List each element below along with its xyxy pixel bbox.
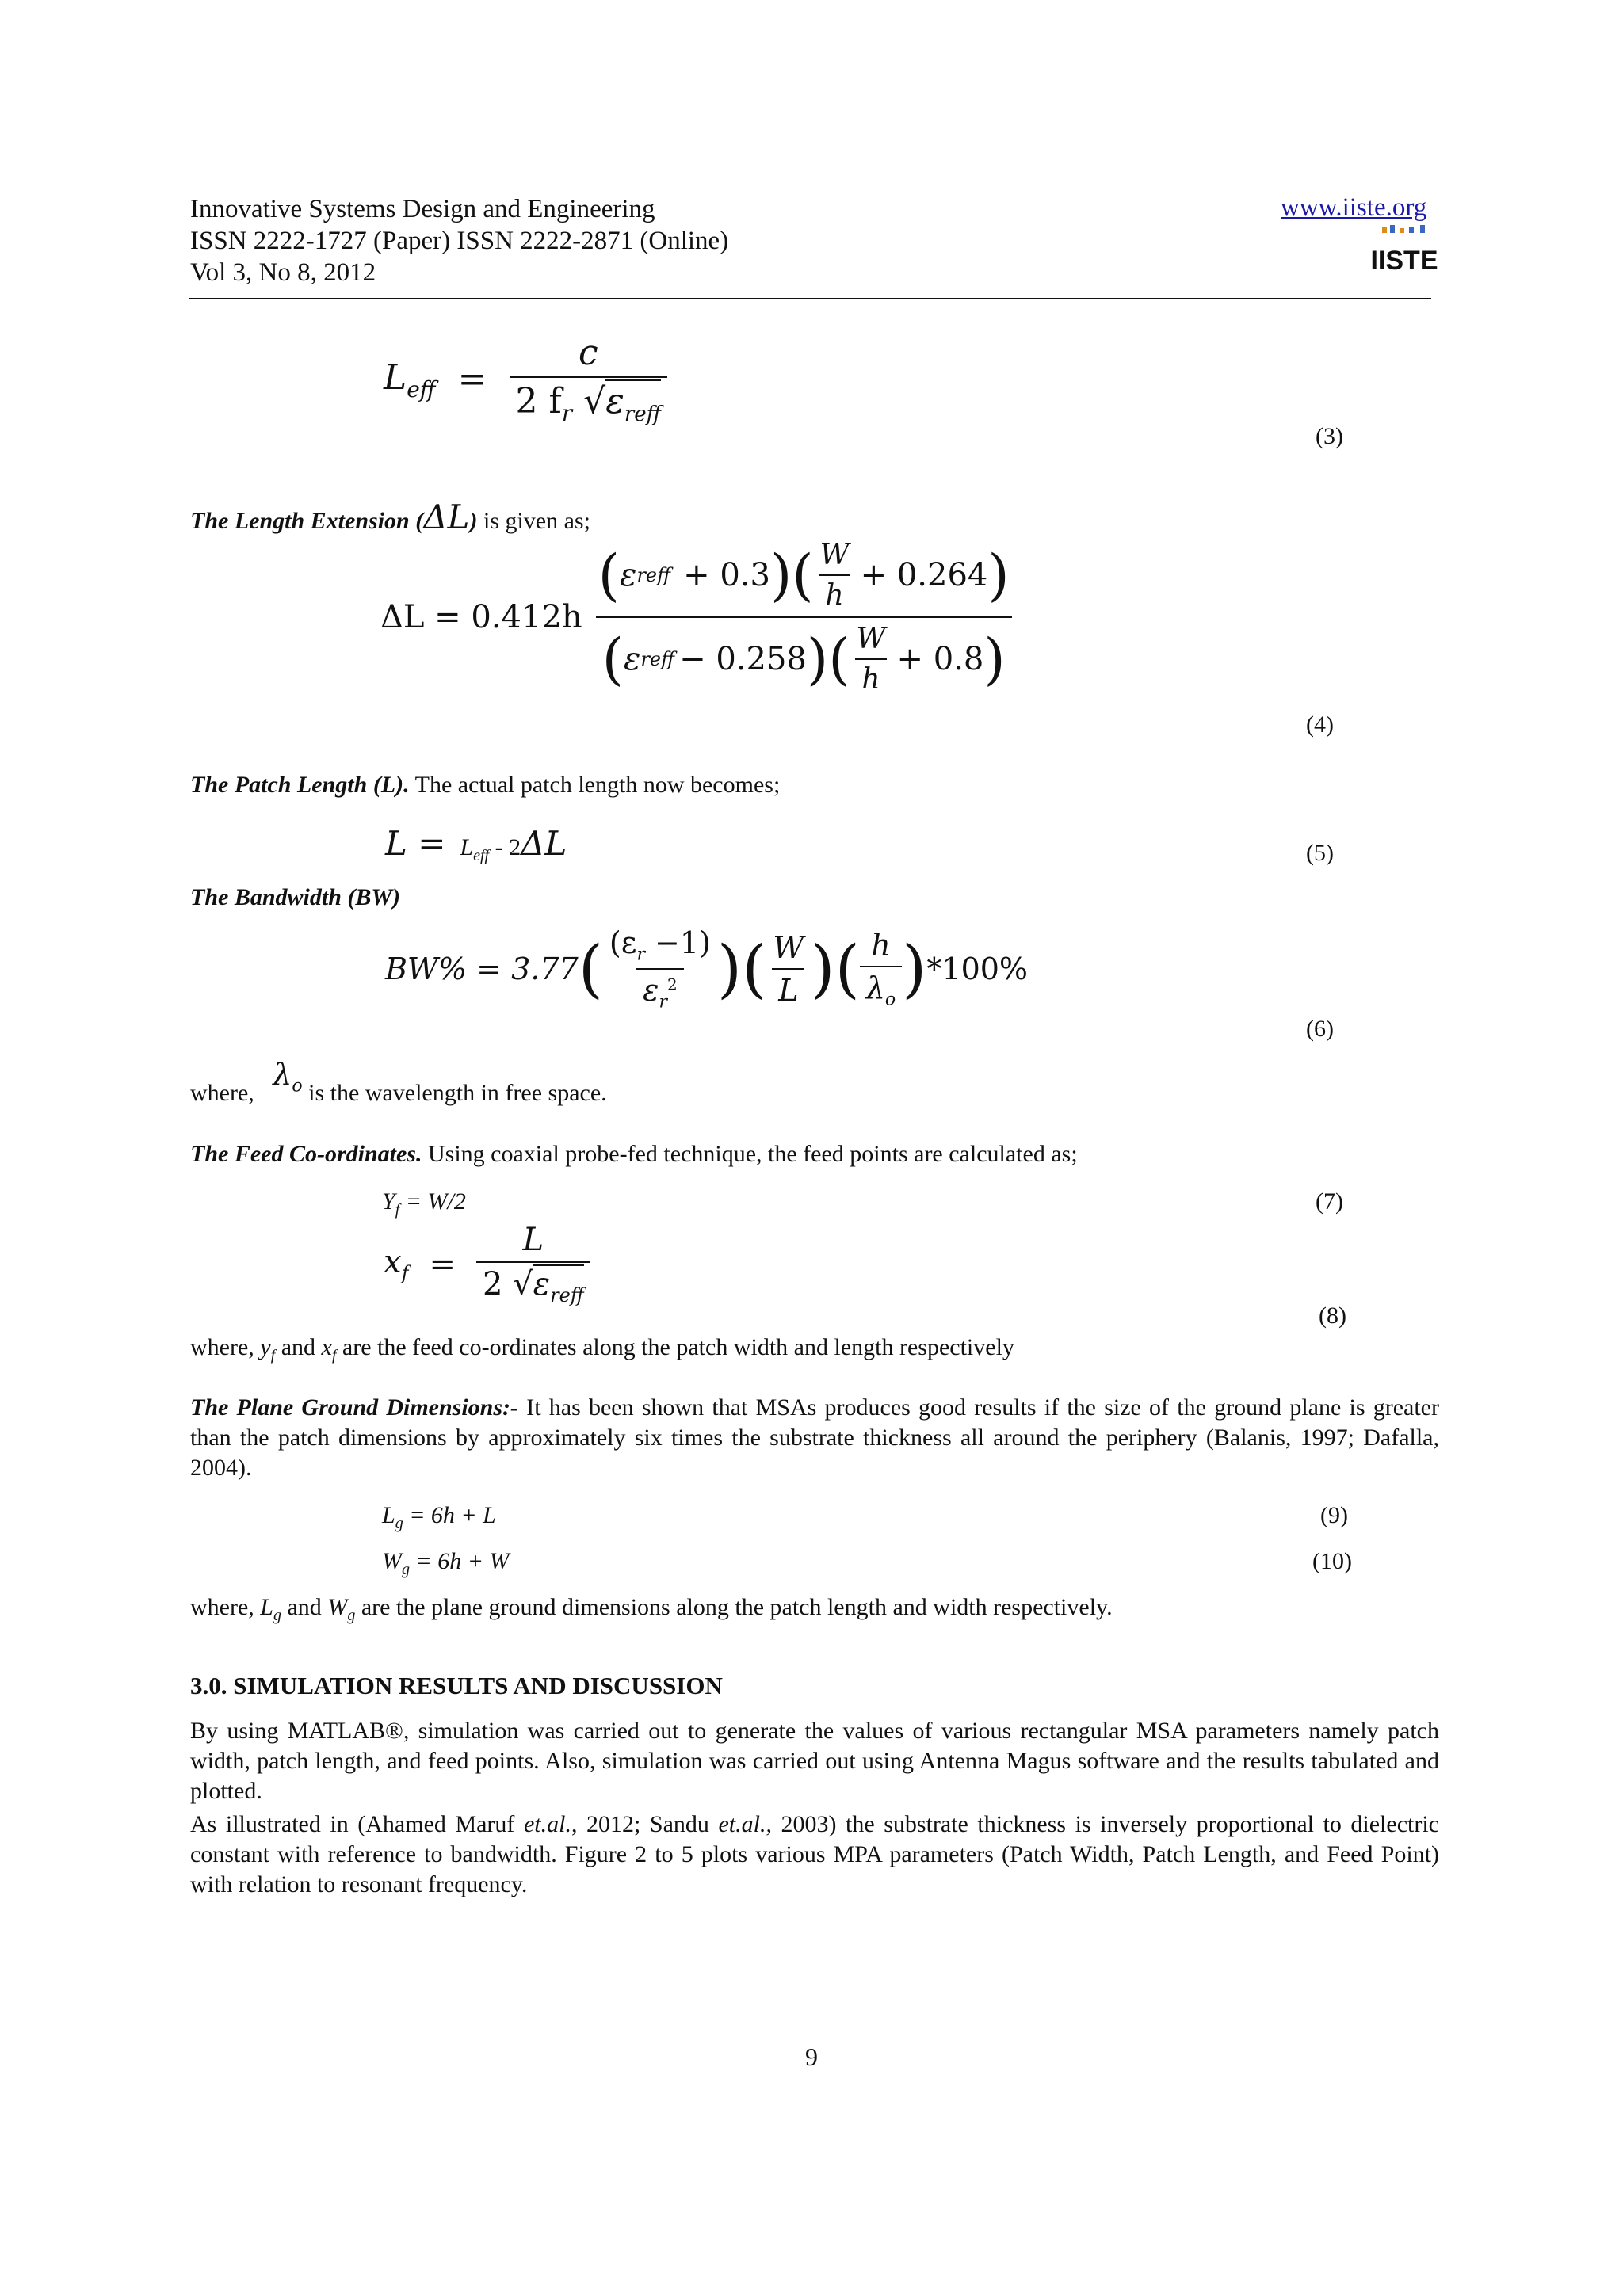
eq-number-6: (6) xyxy=(1306,1016,1334,1042)
logo-text: IISTE xyxy=(1370,246,1438,276)
where-lambda-line: where, $\lambda_o$ is the wavelength in free space. xyxy=(190,1057,607,1106)
eq-number-5: (5) xyxy=(1306,840,1334,866)
where-ground-line: where, $L_g$ and $W_g$ are the plane ground dimensions along the patch length and width respectively. xyxy=(190,1594,1113,1624)
patch-length-label: The Patch Length (L). The actual patch length now becomes; xyxy=(190,772,781,798)
journal-url-link[interactable]: www.iiste.org xyxy=(1281,193,1427,222)
eq-number-3: (3) xyxy=(1316,423,1343,449)
simulation-paragraph-1: By using MATLAB®, simulation was carried out to generate the values of various rectangular MSA parameters namely patch width, patch length, and feed points. Also, simulation was carried out using Antenna Magus software and the results tabulated and plotted. xyxy=(190,1718,1439,1804)
where-feed-line: where, $y_f$ and $x_f$ are the feed co-ordinates along the patch width and length respectively xyxy=(190,1334,1014,1364)
header-rule xyxy=(189,298,1431,299)
equation-9: $L_g = 6h + L$ xyxy=(382,1502,496,1532)
equation-6: BW% = 3.77 ( $\frac{(\varepsilon_r -1)}{\varepsilon_r^2}$ ) ( $\frac{W}{L}$ ) ( $\frac{h}{\lambda_o}$ ) *100% xyxy=(385,925,1029,1013)
equation-10: $W_g = 6h + W$ xyxy=(382,1548,510,1578)
eq-number-10: (10) xyxy=(1312,1548,1352,1574)
iiste-logo xyxy=(1370,223,1438,280)
bandwidth-label: The Bandwidth (BW) xyxy=(190,884,401,910)
section-heading: 3.0. SIMULATION RESULTS AND DISCUSSION xyxy=(190,1672,723,1699)
journal-title: Innovative Systems Design and Engineering xyxy=(190,195,655,223)
eq-number-9: (9) xyxy=(1320,1502,1348,1528)
equation-3: $L_{eff}$ = $\frac{c}{2 f_r √\varepsilon_{reff}}$ xyxy=(384,333,667,426)
length-extension-label: The Length Extension (ΔL) is given as; xyxy=(190,498,590,536)
equation-7: $Y_f = W/2$ xyxy=(382,1188,466,1219)
simulation-paragraph-2: As illustrated in (Ahamed Maruf et.al., 2012; Sandu et.al., 2003) the substrate thickness is inversely proportional to dielectric constant with reference to bandwidth. Figure 2 to 5 plots various MPA parameters (Patch Width, Patch Length, and Feed Point) with relation to resonant frequency. xyxy=(190,1811,1439,1897)
eq-number-7: (7) xyxy=(1316,1188,1343,1215)
volume-line: Vol 3, No 8, 2012 xyxy=(190,258,376,287)
eq-number-8: (8) xyxy=(1319,1302,1346,1329)
feed-coordinates-label: The Feed Co-ordinates. Using coaxial probe-fed technique, the feed points are calculated as; xyxy=(190,1141,1078,1167)
ground-plane-paragraph: The Plane Ground Dimensions:- It has been shown that MSAs produces good results if the size of the ground plane is greater than the patch dimensions by approximately six times the substrate thickness all around the periphery (Balanis, 1997; Dafalla, 2004). xyxy=(190,1394,1439,1481)
equation-5: L = $L_{eff} - 2$ ΔL xyxy=(385,824,567,864)
equation-4: ΔL = 0.412h ( ε reff + 0.3 ) ( $\frac{W}{h}$ + 0.264 ) ( ε reff − 0.258 ) ( $\frac{W}{h}$ + 0.8 ) xyxy=(380,539,1016,696)
page-number: 9 xyxy=(805,2042,818,2071)
eq-number-4: (4) xyxy=(1306,711,1334,738)
equation-8: $x_f$ = $\frac{L}{2 √\varepsilon_{reff}}$ xyxy=(384,1222,590,1306)
issn-line: ISSN 2222-1727 (Paper) ISSN 2222-2871 (Online) xyxy=(190,227,729,255)
